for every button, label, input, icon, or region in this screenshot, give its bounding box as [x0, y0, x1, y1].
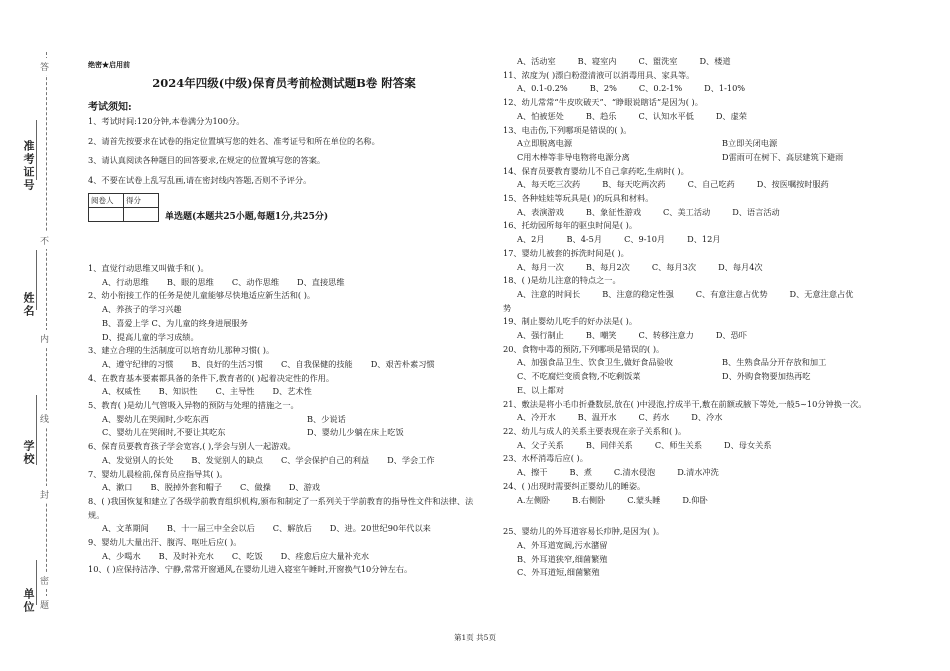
option-row [503, 356, 908, 370]
option: D、楼道 [699, 56, 731, 66]
option-line: D、提高儿童的学习成绩。 [102, 331, 199, 342]
option-row [503, 110, 908, 124]
option-row [503, 261, 908, 275]
cut-mark: 封 [40, 486, 49, 503]
option: A.左侧卧 [517, 494, 551, 505]
option: A、表演游戏 [517, 206, 564, 217]
option: B.右侧卧 [572, 494, 606, 505]
school-label: 学校 [22, 440, 35, 466]
cut-mark: 答 [40, 58, 49, 75]
option: D、进。20世纪90年代以来 [329, 523, 431, 534]
option: B、温开水 [577, 412, 617, 423]
option: D雷雨可在树下、高层建筑下避雨 [722, 151, 844, 162]
option-line: B、喜爱上学 C、为儿童的终身进展服务 [102, 317, 248, 328]
option-row [88, 276, 480, 290]
option: D、12月 [687, 234, 721, 245]
option-row [88, 481, 480, 495]
question-text: 6、保育员要教育孩子学会宽容,( ),学会与别人一起游戏。 [88, 441, 296, 452]
option: A、每天吃三次药 [517, 179, 581, 190]
option: D、游戏 [288, 482, 320, 493]
option: C、师生关系 [654, 439, 703, 450]
option-row [503, 233, 908, 247]
option-row [503, 439, 908, 453]
option: C、不吃腐烂变质食物,不吃剩饭菜 [517, 371, 641, 382]
notice-item: 4、不要在试卷上乱写乱画,请在密封线内答题,否则不予评分。 [88, 174, 312, 185]
option-line: E、以上都对 [517, 384, 564, 395]
option: D、艰苦朴素习惯 [370, 358, 435, 369]
option-row [503, 206, 908, 220]
option-row [88, 413, 480, 427]
option-row [503, 55, 908, 69]
option-row [88, 522, 480, 536]
exam-no-line [36, 120, 37, 180]
cut-mark: 题 [40, 596, 49, 613]
question-text: 22、幼儿与成人的关系主要表现在亲子关系和( )。 [503, 425, 687, 436]
option: B、生熟食品分开存放和加工 [722, 357, 827, 368]
option: A、活动室 [517, 56, 556, 66]
option: A、2月 [517, 234, 545, 245]
notice-item: 3、请认真阅读各种题目的回答要求,在规定的位置填写您的答案。 [88, 155, 326, 165]
option: A、父子关系 [517, 439, 564, 450]
option-row [503, 329, 908, 343]
question-text: 5、教育( )是幼儿气管吸入异物的预防与处理的措施之一。 [88, 400, 299, 411]
option: A、加强食品卫生、饮食卫生,做好食品验收 [517, 357, 673, 368]
question-text: 9、婴幼儿大量出汗、腹泻、呕吐后应( )。 [88, 537, 242, 548]
score-blank[interactable] [124, 208, 159, 222]
option: D、外购食物要加热再吃 [722, 371, 811, 382]
unit-label: 单位 [22, 588, 35, 614]
option: C、9-10月 [624, 234, 666, 245]
option-row [88, 358, 480, 372]
option-row [88, 385, 480, 399]
option: D、恐吓 [715, 330, 747, 341]
option: D、按医嘱按时服药 [756, 179, 829, 190]
option: C、解放后 [272, 523, 312, 534]
option: B、象征性游戏 [585, 206, 642, 217]
question-text: 14、保育员要教育婴幼儿不自己拿药吃,生病时( )。 [503, 165, 689, 176]
option: C、学会保护自己的利益 [280, 454, 370, 465]
option: D、艺术性 [272, 386, 312, 397]
score-table [88, 193, 159, 222]
option: B、4-5月 [566, 234, 603, 245]
question-text: 11、浓度为( )漂白粉澄清液可以消毒用具、家具等。 [503, 69, 695, 80]
reviewer-cell: 阅卷人 [89, 194, 124, 208]
option: D、冷水 [691, 412, 723, 423]
option: A、每月一次 [517, 261, 564, 272]
score-cell: 得分 [124, 194, 159, 208]
option: B、每月2次 [585, 261, 630, 272]
option-line: A、外耳道宽阔,污水潴留 [517, 539, 608, 550]
option: A、发觉别人的长处 [102, 454, 174, 465]
option: C、做操 [240, 482, 271, 493]
option: C、动作思维 [231, 276, 280, 287]
option-row [503, 494, 908, 508]
option: D、学会工作 [387, 454, 435, 465]
option-row [88, 550, 480, 564]
option: D、每月4次 [718, 261, 763, 272]
option: C、美工活动 [663, 206, 711, 217]
question-text: 21、敷法是将小毛巾折叠数层,放在( )中浸泡,拧成半干,敷在前额或腋下等处,一般5~10分钟换一次。 [503, 398, 867, 409]
option: A、权威性 [102, 386, 141, 397]
option: C.清水侵泡 [613, 467, 656, 478]
page-footer: 第1页 共5页 [454, 633, 496, 642]
notice-item: 1、考试时间:120分钟,本卷满分为100分。 [88, 116, 245, 126]
option: B、良好的生活习惯 [191, 358, 263, 369]
option-row [503, 466, 908, 480]
option: B、十一届三中全会以后 [166, 523, 255, 534]
cut-mark: 密 [40, 572, 49, 589]
question-text: 13、电击伤,下列哪项是错误的( )。 [503, 124, 632, 135]
notice-heading: 考试须知: [88, 102, 132, 113]
unit-line [36, 560, 37, 605]
option-row [503, 178, 908, 192]
option: C、盥洗室 [638, 56, 678, 66]
question-text: 7、婴幼儿晨检前,保育员应指导其( )。 [88, 468, 228, 479]
option: C、0.2-1% [638, 83, 683, 94]
right-question-list [503, 55, 908, 580]
name-label: 姓名 [22, 292, 35, 318]
option: B、眼的思维 [166, 276, 214, 287]
question-text: 8、( )我国恢复和建立了各级学前教育组织机构,颁布和制定了一系列关于学前教育的指导性文件和法律、法规。 [88, 495, 474, 520]
notice-item: 2、请首先按要求在试卷的指定位置填写您的姓名、准考证号和所在单位的名称。 [88, 135, 380, 146]
option: C、婴幼儿在哭闹时,不要让其吃东 [102, 427, 226, 438]
question-text: 10、( )应保持洁净、宁静,常常开窗通风,在婴幼儿进入寝室午睡时,开窗换气10分钟左右。 [88, 564, 413, 575]
option-row [503, 151, 908, 165]
question-text: 4、在教育基本要素都具备的条件下,教育者的( )起着决定性的作用。 [88, 372, 335, 383]
question-text: 24、( )出现时需要纠正婴幼儿的睡姿。 [503, 480, 646, 491]
question-text: 2、幼小衔接工作的任务是使儿童能够尽快地适应新生活和( )。 [88, 290, 316, 301]
option: C、认知水平低 [638, 110, 694, 121]
left-question-list [88, 262, 480, 577]
option: B、趋乐 [585, 110, 617, 121]
option: B立即关闭电源 [722, 138, 778, 149]
option-line: C、外耳道短,细菌繁殖 [517, 567, 600, 578]
name-line [36, 250, 37, 310]
cut-mark: 线 [40, 410, 49, 427]
option: A、漱口 [102, 482, 133, 493]
option: D、语言活动 [732, 206, 780, 217]
option: D、痊愈后应大量补充水 [280, 550, 370, 561]
option-line: B、外耳道狭窄,细菌繁殖 [517, 553, 608, 564]
option: B、脱掉外套和帽子 [150, 482, 223, 493]
question-text: 25、婴幼儿的外耳道容易长疖肿,是因为( )。 [503, 526, 665, 537]
option: B、及时补充水 [158, 550, 214, 561]
option: B、每天吃两次药 [602, 179, 666, 190]
spacer [503, 507, 908, 525]
option: B、寝室内 [577, 56, 617, 66]
option: D、1-10% [704, 83, 746, 94]
option: D、虚荣 [715, 110, 747, 121]
exam-no-label: 准考证号 [22, 140, 35, 192]
question-text: 15、各种娃娃等玩具是( )的玩具和材料。 [503, 193, 654, 204]
option: A、冷开水 [517, 412, 556, 423]
section-heading: 单选题(本题共25小题,每题1分,共25分) [165, 212, 329, 222]
cut-mark: 不 [40, 232, 49, 249]
option: C.蒙头睡 [627, 494, 661, 505]
school-line [36, 395, 37, 465]
option: B、煮 [569, 467, 592, 478]
option: A立即脱离电源 [517, 138, 573, 149]
question-text: 1、直觉行动思维又叫做手和( )。 [88, 263, 209, 273]
option: D.清水冲洗 [677, 467, 719, 478]
option: D、直接思维 [297, 276, 345, 287]
option: B、注意的稳定性强 [602, 288, 674, 299]
option: D、母女关系 [724, 439, 772, 450]
option: C、主导性 [215, 386, 255, 397]
option: C用木棒等非导电物将电源分离 [517, 151, 630, 162]
option: D.仰卧 [682, 494, 708, 505]
question-text: 23、水杯消毒后应( )。 [503, 453, 588, 464]
question-text: 12、幼儿常常“牛皮吹破天”、“睁眼说瞎话”是因为( )。 [503, 97, 703, 108]
option: A、婴幼儿在哭闹时,少吃东西 [102, 413, 209, 424]
option: A、文革期间 [102, 523, 149, 534]
option: B、同伴关系 [585, 439, 633, 450]
option-row [503, 82, 908, 96]
option: D、婴幼儿少躺在床上吃饭 [307, 427, 404, 438]
secret-mark: 绝密★启用前 [88, 60, 130, 69]
question-text: 19、制止婴幼儿吃手的好办法是( )。 [503, 316, 638, 327]
option-row [503, 411, 908, 425]
option: C、药水 [638, 412, 670, 423]
option: A、遵守纪律的习惯 [102, 358, 174, 369]
option: B、发觉别人的缺点 [191, 454, 263, 465]
question-text: 17、婴幼儿被套的拆洗时间是( )。 [503, 247, 629, 258]
option-row [503, 137, 908, 151]
option: A、0.1-0.2% [517, 83, 568, 94]
binding-margin [0, 0, 68, 671]
option-line: A、养孩子的学习兴趣 [102, 304, 182, 315]
option-row [88, 454, 480, 468]
option: D、无意注意占优 [789, 288, 854, 299]
option: A、强行制止 [517, 330, 564, 341]
cut-mark: 内 [40, 330, 49, 347]
question-text: 3、建立合理的生活制度可以培育幼儿那种习惯( )。 [88, 345, 275, 356]
option: A、怕被惩处 [517, 110, 564, 121]
option: C、转移注意力 [638, 330, 694, 341]
option: A、少喝水 [102, 550, 141, 561]
question-text-continued: 势 [503, 302, 512, 313]
option: B、知识性 [158, 386, 198, 397]
option: A、行动思维 [102, 276, 149, 287]
option: A、注意的时间长 [517, 288, 581, 299]
question-text: 20、食物中毒的预防,下列哪项是错误的( )。 [503, 343, 665, 354]
option: C、有意注意占优势 [695, 288, 768, 299]
option-row [88, 426, 480, 440]
page-title: 2024年四级(中级)保育员考前检测试题B卷 附答案 [152, 76, 416, 90]
notice-list [88, 116, 480, 194]
option: C、自我保健的技能 [280, 358, 353, 369]
option: B、少说话 [307, 413, 346, 424]
option: B、2% [589, 83, 617, 94]
question-text: 18、( )是幼儿注意的特点之一。 [503, 275, 621, 286]
reviewer-blank[interactable] [89, 208, 124, 222]
option: C、自己吃药 [687, 179, 735, 190]
question-text: 16、托幼园所每年的驱虫时间是( )。 [503, 220, 638, 231]
option: A、擦干 [517, 467, 548, 478]
option: B、嘲笑 [585, 330, 617, 341]
option-row [503, 370, 908, 384]
option: C、每月3次 [651, 261, 697, 272]
option-row [503, 288, 908, 302]
option: C、吃饭 [231, 550, 263, 561]
